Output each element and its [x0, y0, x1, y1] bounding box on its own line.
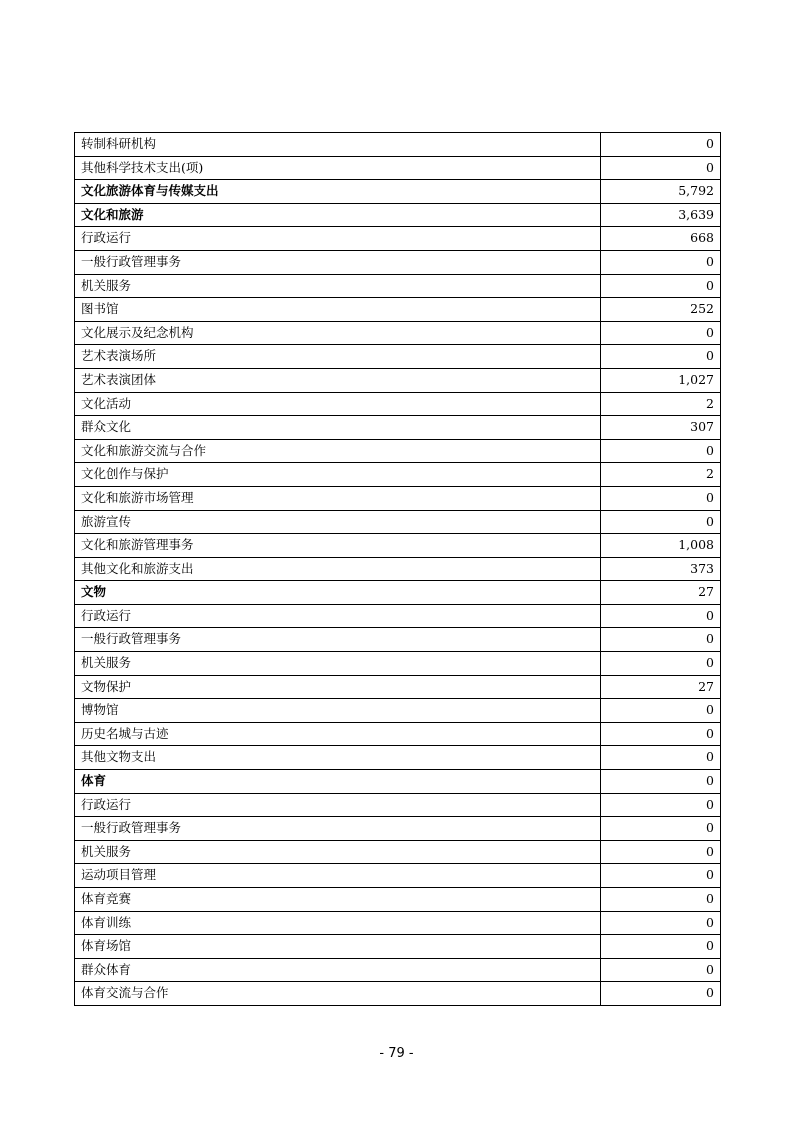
row-amount: 0 [601, 864, 721, 888]
row-amount: 1,027 [601, 368, 721, 392]
row-item-name: 一般行政管理事务 [75, 628, 601, 652]
row-item-name: 历史名城与古迹 [75, 722, 601, 746]
row-item-name: 旅游宣传 [75, 510, 601, 534]
table-row [75, 604, 721, 628]
row-amount: 0 [601, 746, 721, 770]
row-item-name: 文化活动 [75, 392, 601, 416]
table-row [75, 321, 721, 345]
row-item-name: 文化和旅游交流与合作 [75, 439, 601, 463]
row-item-name: 群众文化 [75, 416, 601, 440]
table-row [75, 439, 721, 463]
row-amount: 0 [601, 156, 721, 180]
row-item-name: 文化展示及纪念机构 [75, 321, 601, 345]
row-item-name: 体育训练 [75, 911, 601, 935]
row-amount: 0 [601, 770, 721, 794]
row-item-name: 机关服务 [75, 840, 601, 864]
table-row [75, 227, 721, 251]
row-amount: 0 [601, 911, 721, 935]
row-item-name: 体育交流与合作 [75, 982, 601, 1006]
table-row [75, 486, 721, 510]
row-item-name: 行政运行 [75, 227, 601, 251]
row-item-name: 艺术表演场所 [75, 345, 601, 369]
row-item-name: 其他文化和旅游支出 [75, 557, 601, 581]
row-item-name: 转制科研机构 [75, 133, 601, 157]
table-row [75, 463, 721, 487]
table-row [75, 675, 721, 699]
row-item-name: 图书馆 [75, 298, 601, 322]
row-item-name: 机关服务 [75, 652, 601, 676]
table-row [75, 793, 721, 817]
row-amount: 0 [601, 250, 721, 274]
row-amount: 0 [601, 888, 721, 912]
row-amount: 252 [601, 298, 721, 322]
table-row [75, 911, 721, 935]
table-row [75, 392, 721, 416]
table-row [75, 345, 721, 369]
row-item-name: 文化创作与保护 [75, 463, 601, 487]
row-item-name: 体育 [75, 770, 601, 794]
row-amount: 0 [601, 935, 721, 959]
row-item-name: 一般行政管理事务 [75, 250, 601, 274]
table-row [75, 557, 721, 581]
row-item-name: 行政运行 [75, 604, 601, 628]
table-row [75, 274, 721, 298]
row-item-name: 博物馆 [75, 699, 601, 723]
row-amount: 5,792 [601, 180, 721, 204]
row-item-name: 艺术表演团体 [75, 368, 601, 392]
row-item-name: 文物保护 [75, 675, 601, 699]
row-amount: 0 [601, 817, 721, 841]
row-amount: 27 [601, 581, 721, 605]
row-item-name: 一般行政管理事务 [75, 817, 601, 841]
table-row [75, 203, 721, 227]
table-row [75, 770, 721, 794]
table-row [75, 935, 721, 959]
table-row [75, 840, 721, 864]
row-amount: 0 [601, 274, 721, 298]
row-item-name: 文化和旅游市场管理 [75, 486, 601, 510]
table-row [75, 888, 721, 912]
row-amount: 307 [601, 416, 721, 440]
row-amount: 0 [601, 840, 721, 864]
row-item-name: 文化和旅游 [75, 203, 601, 227]
row-amount: 0 [601, 345, 721, 369]
page-number: - 79 - [379, 1046, 414, 1061]
row-amount: 0 [601, 628, 721, 652]
row-amount: 0 [601, 652, 721, 676]
row-amount: 0 [601, 793, 721, 817]
row-amount: 0 [601, 510, 721, 534]
table-row [75, 722, 721, 746]
table-row [75, 817, 721, 841]
row-amount: 1,008 [601, 534, 721, 558]
table-row [75, 628, 721, 652]
row-amount: 0 [601, 439, 721, 463]
row-amount: 0 [601, 699, 721, 723]
table-row [75, 298, 721, 322]
row-amount: 2 [601, 463, 721, 487]
row-item-name: 文化和旅游管理事务 [75, 534, 601, 558]
row-amount: 0 [601, 722, 721, 746]
row-amount: 0 [601, 604, 721, 628]
row-item-name: 体育竞赛 [75, 888, 601, 912]
table-row [75, 534, 721, 558]
row-item-name: 行政运行 [75, 793, 601, 817]
table-row [75, 699, 721, 723]
table-row [75, 416, 721, 440]
row-item-name: 文化旅游体育与传媒支出 [75, 180, 601, 204]
row-amount: 3,639 [601, 203, 721, 227]
table-row [75, 652, 721, 676]
row-amount: 0 [601, 133, 721, 157]
table-row [75, 746, 721, 770]
table-row [75, 958, 721, 982]
row-amount: 373 [601, 557, 721, 581]
row-amount: 0 [601, 982, 721, 1006]
table-body [75, 133, 721, 1006]
row-item-name: 文物 [75, 581, 601, 605]
row-amount: 0 [601, 486, 721, 510]
table-row [75, 368, 721, 392]
row-item-name: 体育场馆 [75, 935, 601, 959]
row-item-name: 群众体育 [75, 958, 601, 982]
row-amount: 668 [601, 227, 721, 251]
table-row [75, 864, 721, 888]
row-amount: 2 [601, 392, 721, 416]
row-item-name: 运动项目管理 [75, 864, 601, 888]
table-row [75, 180, 721, 204]
row-item-name: 其他科学技术支出(项) [75, 156, 601, 180]
table-row [75, 581, 721, 605]
table-row [75, 510, 721, 534]
row-item-name: 其他文物支出 [75, 746, 601, 770]
table-row [75, 982, 721, 1006]
row-amount: 0 [601, 958, 721, 982]
row-amount: 27 [601, 675, 721, 699]
table-row [75, 133, 721, 157]
row-item-name: 机关服务 [75, 274, 601, 298]
row-amount: 0 [601, 321, 721, 345]
table-row [75, 250, 721, 274]
budget-table [74, 132, 721, 1006]
table-row [75, 156, 721, 180]
